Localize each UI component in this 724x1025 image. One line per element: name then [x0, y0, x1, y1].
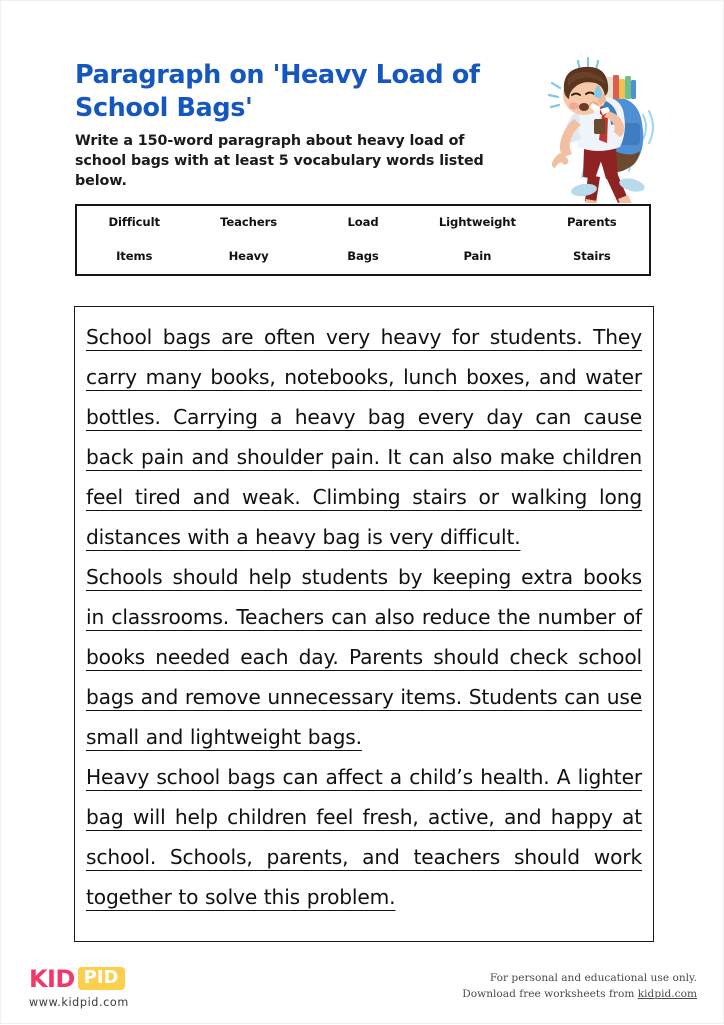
kidpid-logo[interactable]: [29, 965, 219, 1009]
logo-text-pid: PID: [78, 967, 125, 990]
footer-usage-note: [462, 971, 697, 1003]
answer-paragraph-1: School bags are often very heavy for students. They carry many books, notebooks, lunch boxes, and water bottles. Carrying a heavy bag every day can cause back pain and shoulder pain. It can also make children feel tired and weak. Climbing stairs or walking long distances with a heavy bag is very difficult.: [86, 325, 642, 549]
vocabulary-word-bank: [75, 204, 651, 276]
page-footer: [1, 963, 724, 1025]
answer-paragraph-3: Heavy school bags can affect a child’s health. A lighter bag will help children feel fresh, active, and happy at school. Schools, parents, and teachers should work together to solve this problem.: [86, 765, 642, 909]
footer-note-line-1: For personal and educational use only.: [489, 972, 697, 984]
vocab-word: Load: [347, 215, 379, 230]
vocab-word: Pain: [463, 249, 492, 264]
vocab-word: Lightweight: [438, 215, 516, 230]
footer-note-prefix: Download free worksheets from: [462, 987, 638, 1000]
logo-text-kid: KID: [29, 964, 75, 993]
vocab-word: Heavy: [228, 249, 269, 264]
kidpid-link[interactable]: kidpid.com: [637, 987, 697, 1000]
vocab-word: Items: [116, 249, 153, 264]
answer-paragraph-2: Schools should help students by keeping extra books in classrooms. Teachers can also reduce the number of books needed each day. Parents should check school bags and remove unnecessary items. Students can use small and lightweight bags.: [86, 565, 642, 749]
vocab-word: Teachers: [220, 215, 278, 230]
vocab-word: Parents: [567, 215, 617, 230]
vocab-word: Bags: [347, 249, 379, 264]
page-title: Paragraph on 'Heavy Load of School Bags': [75, 60, 480, 123]
vocab-word: Difficult: [108, 215, 160, 230]
answer-writing-area: [74, 306, 654, 942]
footer-note-line-2: [462, 987, 697, 1003]
logo-website-url: www.kidpid.com: [29, 996, 129, 1009]
student-with-heavy-backpack-illustration: [522, 53, 670, 203]
instructions-text: Write a 150-word paragraph about heavy load of school bags with at least 5 vocabulary words listed below.: [75, 133, 484, 189]
vocab-word: Stairs: [572, 249, 611, 264]
